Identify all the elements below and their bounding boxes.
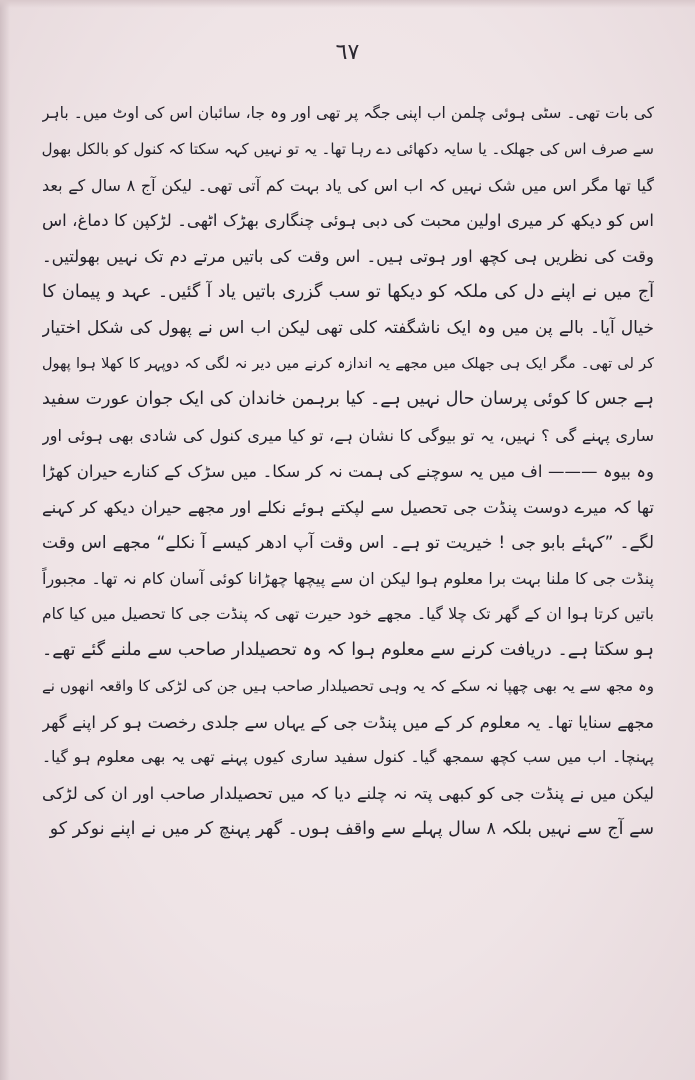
text-line: مجھے سنایا تھا۔ یہ معلوم کر کے میں پنڈت جی کے یہاں سے جلدی رخصت ہو کر اپنے گھر: [42, 712, 654, 732]
page-top-edge-shadow: [0, 0, 695, 8]
text-line: آج میں نے اپنے دل کی ملکہ کو دیکھا تو سب گزری باتیں یاد آ گئیں۔ عہد و پیمان کا: [42, 281, 654, 302]
page-left-edge-shadow: [0, 0, 10, 1080]
text-line: ساری پہنے گی ؟ نہیں، یہ تو بیوگی کا نشان ہے، تو کیا میری کنول کی شادی بھی ہوئی اور: [42, 426, 654, 446]
text-line: کر لی تھی۔ مگر ایک ہی جھلک میں مجھے یہ اندازہ کرنے میں دیر نہ لگی کہ دوپہر کا کھلا ہوا پھول: [42, 355, 654, 372]
text-line: پنڈت جی کا ملنا بہت برا معلوم ہوا لیکن ان سے پیچھا چھڑانا کوئی آسان کام نہ تھا۔ مجبوراً: [42, 569, 654, 589]
text-line: ہے جس کا کوئی پرسان حال نہیں ہے۔ کیا برہمن خاندان کی ایک جوان عورت سفید: [42, 389, 654, 410]
text-line: کی بات تھی۔ سٹی ہوئی چلمن اب اپنی جگہ پر تھی اور وہ جا، سائبان اس کی اوٹ میں۔ باہر: [42, 104, 654, 122]
text-line: وہ بیوہ ——— اف میں یہ سوچنے کی ہمت نہ کر سکا۔ میں سڑک کے کنارے حیران کھڑا: [42, 461, 654, 481]
text-line: لیکن میں نے پنڈت جی کو کبھی پتہ نہ چلنے دیا کہ میں تحصیلدار صاحب اور ان کی لڑکی: [42, 784, 654, 804]
text-line: باتیں کرتا ہوا ان کے گھر تک چلا گیا۔ مجھے خود حیرت تھی کہ پنڈت جی کا تحصیل میں کیا کام: [42, 605, 654, 624]
text-line: سے صرف اس کی جھلک۔ یا سایہ دکھائی دے رہا تھا۔ یہ تو نہیں کہہ سکتا کہ کنول کو بالکل بھول: [42, 139, 654, 158]
text-line: اس کو دیکھ کر میری اولین محبت کی دبی ہوئی چنگاری بھڑک اٹھی۔ لڑکپن کا دماغ، اس: [42, 211, 654, 231]
text-line: لگے۔ ”کہئے بابو جی ! خیریت تو ہے۔ اس وقت آپ ادھر کیسے آ نکلے“ مجھے اس وقت: [42, 532, 654, 553]
text-line: خیال آیا۔ بالے پن میں وہ ایک ناشگفتہ کلی تھی لیکن اب اس نے پھول کی شکل اختیار: [42, 317, 654, 338]
text-line: سے آج سے نہیں بلکہ ۸ سال پہلے سے واقف ہوں۔ گھر پہنچ کر میں نے اپنے نوکر کو: [49, 818, 654, 839]
text-line: وہ مجھ سے یہ بھی چھپا نہ سکے کہ یہ وہی تحصیلدار صاحب ہیں جن کی لڑکی کا واقعہ انھوں نے: [42, 676, 654, 695]
text-line: پہنچا۔ اب میں سب کچھ سمجھ گیا۔ کنول سفید ساری کیوں پہنے تھی یہ بھی معلوم ہو گیا۔: [42, 748, 654, 767]
page-number: ٦٧: [335, 40, 360, 65]
text-line: گیا تھا مگر اس میں شک نہیں کہ اب اس کی یاد بہت کم آتی تھی۔ لیکن آج ۸ سال کے بعد: [42, 175, 654, 195]
text-line: وقت کی نظریں ہی کچھ اور ہوتی ہیں۔ اس وقت کی باتیں مرتے دم تک نہیں بھولتیں۔: [42, 247, 654, 267]
text-line: تھا کہ میرے دوست پنڈت جی تحصیل سے لپکتے ہوئے نکلے اور مجھے حیران دیکھ کر کہنے: [42, 497, 654, 517]
text-line: ہو سکتا ہے۔ دریافت کرنے سے معلوم ہوا کہ وہ تحصیلدار صاحب سے ملنے گئے تھے۔: [42, 639, 654, 660]
body-text: [42, 96, 654, 848]
